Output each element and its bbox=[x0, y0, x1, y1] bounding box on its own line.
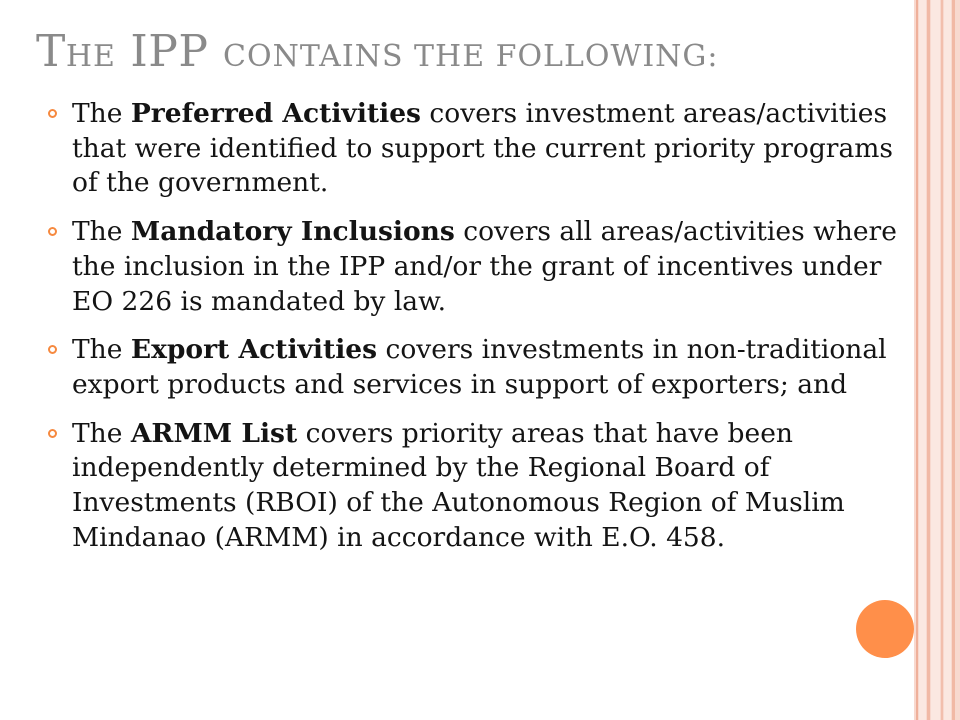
bullet-text: covers investments in non-traditional export products and services in support of exporters; and bbox=[72, 334, 887, 400]
bullet-bold-term: Preferred Activities bbox=[130, 98, 421, 129]
bullet-lead: The bbox=[72, 334, 123, 366]
title-small-caps-1: HE bbox=[65, 39, 116, 74]
bullet-bold-term: ARMM List bbox=[130, 417, 298, 449]
bullet-item-mandatory-inclusions bbox=[48, 215, 916, 319]
title-colon: : bbox=[707, 39, 719, 74]
bullet-text: covers priority areas that have been independently determined by the Regional Board of Investments (RBOI) of the Autonomous Region of Muslim Mindanao (ARMM) in accordance with E.O. 458. bbox=[72, 417, 845, 553]
title-small-caps-2: CONTAINS THE FOLLOWING bbox=[223, 39, 708, 74]
orange-circle-decoration bbox=[856, 600, 914, 658]
bullet-lead: The bbox=[72, 216, 123, 248]
slide-title bbox=[36, 26, 719, 77]
bullet-item-export-activities bbox=[48, 333, 916, 402]
bullet-item-preferred-activities bbox=[48, 97, 916, 201]
bullet-text: covers all areas/activities where the inclusion in the IPP and/or the grant of incentives under EO 226 is mandated by law. bbox=[72, 216, 897, 317]
title-first-letter: T bbox=[36, 26, 66, 77]
circle-bullet-icon bbox=[48, 345, 57, 354]
right-edge-stripes bbox=[914, 0, 960, 720]
bullet-item-armm-list bbox=[48, 417, 916, 556]
bullet-list bbox=[48, 97, 916, 569]
bullet-bold-term: Mandatory Inclusions bbox=[130, 216, 455, 248]
circle-bullet-icon bbox=[48, 227, 57, 236]
circle-bullet-icon bbox=[48, 429, 57, 438]
bullet-lead: The bbox=[72, 98, 123, 129]
bullet-bold-term: Export Activities bbox=[130, 334, 378, 366]
circle-bullet-icon bbox=[48, 109, 57, 118]
bullet-lead: The bbox=[72, 417, 123, 449]
bullet-text: covers investment areas/activities that were identified to support the current priority programs of the government. bbox=[72, 98, 893, 199]
title-main: IPP bbox=[130, 26, 209, 77]
